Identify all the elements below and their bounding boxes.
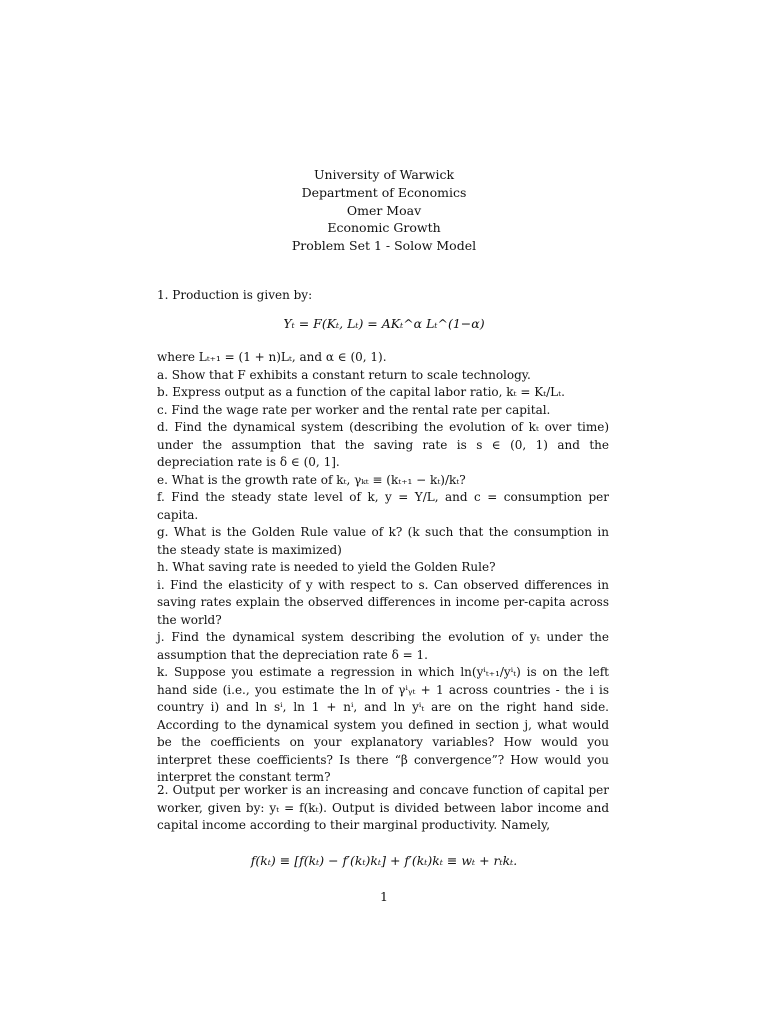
problem1-item-h: h. What saving rate is needed to yield the Golden Rule? [157,560,496,574]
problem1-item-e: e. What is the growth rate of kₜ, γₖₜ ≡ (kₜ₊₁ − kₜ)/kₜ? [157,472,466,487]
university-name: University of Warwick [313,167,455,182]
problem1-item-g: g. What is the Golden Rule value of k? (k such that the consumption in the steady state is maximized) [157,525,609,557]
problem1-item-i: i. Find the elasticity of y with respect to s. Can observed differences in saving rates explain the observed differences in income per-capita across the world? [157,577,609,627]
problem2-text: 2. Output per worker is an increasing and concave function of capital per worker, given by: yₜ = f(kₜ). Output is divided between labor income and capital income according to their marginal productivity. Namely, [157,783,609,832]
document-header [0,166,768,255]
problem1-item-j: j. Find the dynamical system describing the evolution of yₜ under the assumption that the depreciation rate δ = 1. [157,630,609,662]
author-name: Omer Moav [346,202,422,218]
problem1-item-a: a. Show that F exhibits a constant return to scale technology. [157,367,531,382]
problem-set-title: Problem Set 1 - Solow Model [291,238,477,254]
problem1-intro: 1. Production is given by: [157,288,313,302]
problem1-item-b: b. Express output as a function of the capital labor ratio, kₜ = Kₜ/Lₜ. [157,385,565,399]
production-function-equation: Yₜ = F(Kₜ, Lₜ) = AKₜ^α Lₜ^(1−α) [283,316,485,331]
problem1-item-k: k. Suppose you estimate a regression in which ln(yⁱₜ₊₁/yⁱₜ) is on the left hand side (i.e., you estimate the ln of γⁱᵧₜ + 1 across countries - the i is country i) and ln sⁱ, ln 1 + nⁱ, and ln yⁱₜ are on the right hand side. According to the dynamical system you defined in section j, what would be the coefficients on your explanatory variables? How would you interpret these coefficients? Is there “β convergence”? How would you interpret the constant term? [157,665,609,784]
problem1-item-c: c. Find the wage rate per worker and the rental rate per capital. [157,402,551,417]
problem1-items [157,349,609,787]
income-division-equation: f(kₜ) ≡ [f(kₜ) − f′(kₜ)kₜ] + f′(kₜ)kₜ ≡ wₜ + rₜkₜ. [250,853,518,868]
problem1-item-d: d. Find the dynamical system (describing the evolution of kₜ over time) under the assumption that the saving rate is s ∈ (0, 1) and the depreciation rate is δ ∈ (0, 1]. [157,420,609,469]
problem1-item-f: f. Find the steady state level of k, y = Y/L, and c = consumption per capita. [157,490,609,522]
department-name: Department of Economics [301,184,467,200]
problem1-where: where Lₜ₊₁ = (1 + n)Lₜ, and α ∈ (0, 1). [157,350,387,364]
page-number: 1 [380,889,388,904]
course-name: Economic Growth [327,220,441,236]
